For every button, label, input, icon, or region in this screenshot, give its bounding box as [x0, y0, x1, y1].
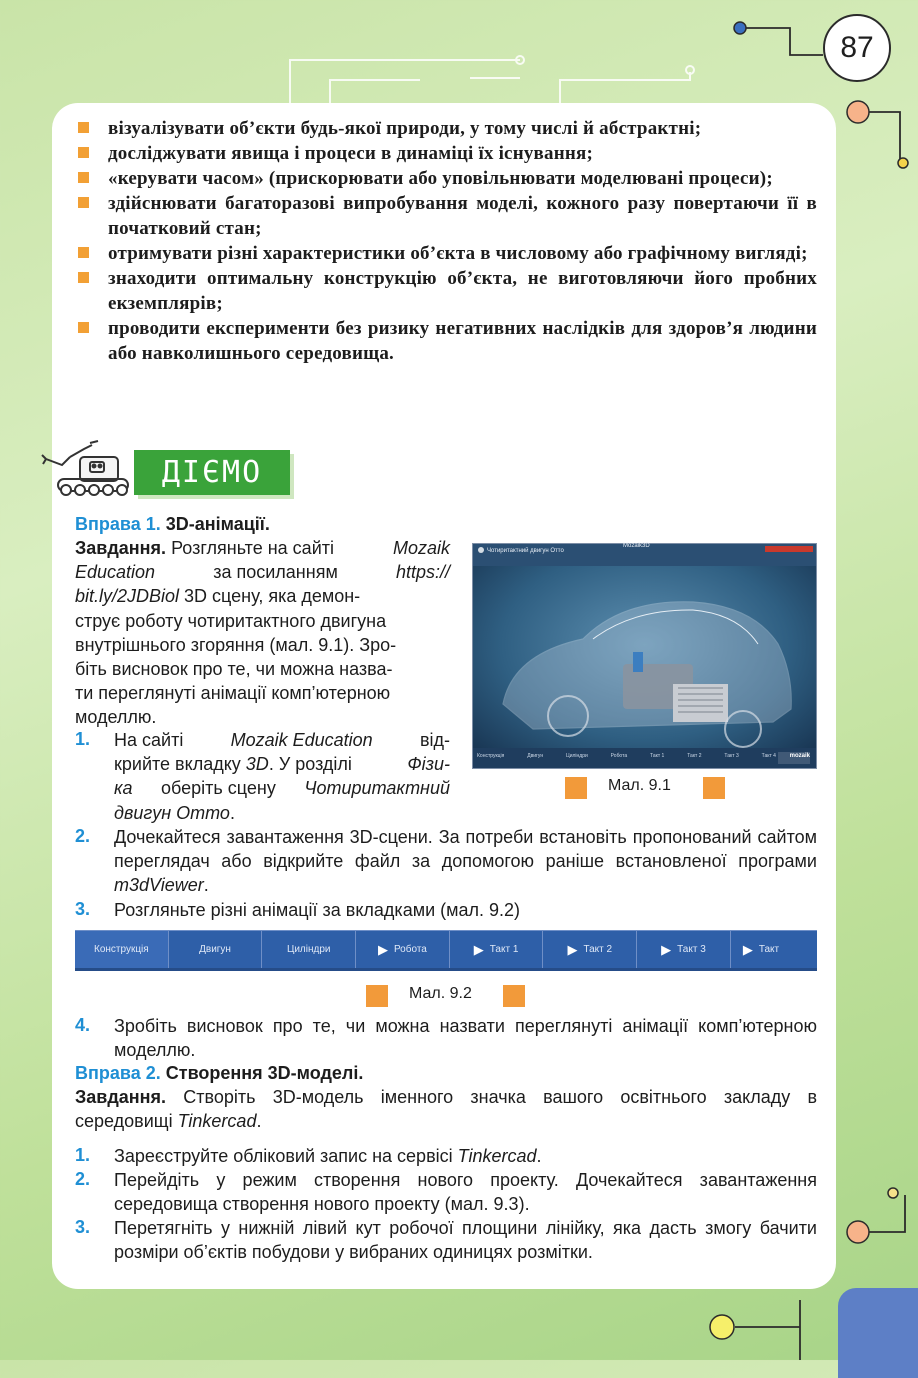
bullet-square-icon	[78, 197, 89, 208]
play-icon: ▶	[473, 941, 484, 957]
play-icon: ▶	[377, 941, 388, 957]
list-item: проводити експерименти без ризику негативних наслідків для здоров’я людини або навколишнього середовища.	[75, 316, 817, 366]
tab-stroke-4[interactable]: ▶ Такт	[742, 941, 780, 957]
tab-operation[interactable]: ▶ Робота	[356, 931, 450, 968]
bullet-square-icon	[78, 322, 89, 333]
figure-9-1-viewer-screenshot	[472, 543, 817, 769]
list-item: отримувати різні характеристики об’єкта в числовому або графічному вигляді;	[75, 241, 817, 266]
exercise-1-step-2: Дочекайтеся завантаження 3D-сцени. За потреби встановіть пропонований сайтом переглядач або відкрийте файл за допомогою раніше встановленої програми m3dViewer.	[114, 827, 817, 896]
list-item: візуалізувати об’єкти будь-якої природи, у тому числі й абстрактні;	[75, 116, 817, 141]
play-icon: ▶	[567, 941, 578, 957]
tab-stroke-3[interactable]: ▶ Такт 3	[637, 931, 731, 968]
list-item: здійснювати багаторазові випробування моделі, кожного разу повертаючи її в початковий стан;	[75, 191, 817, 241]
corner-tab	[838, 1288, 918, 1378]
exercise-1-task: Завдання. Розгляньте на сайті Mozaik Education за посиланням https:// bit.ly/2JDBiol 3D сцену, яка демон- струє роботу чотиритактного двигуна внутрішнього згоряння (мал. 9.1). Зро- біть висновок про те, чи можна назва- ти переглянуті анімації комп’ютерною моделлю.	[75, 538, 450, 728]
mozaik-logo: mozaik	[789, 753, 810, 759]
engine-car-3d-illustration	[473, 544, 816, 768]
viewer-bottom-tabs: Конструкція Двигун Циліндри Робота Такт 1 Такт 2 Такт 3 Такт 4	[477, 753, 776, 759]
figure-9-2-caption: Мал. 9.2	[409, 985, 472, 1002]
bullet-square-icon	[78, 272, 89, 283]
caption-marker	[503, 985, 525, 1007]
bullet-square-icon	[78, 147, 89, 158]
viewer-window-title: Чотиритактний двигун Отто	[487, 548, 564, 554]
exercise-1-step-4: Зробіть висновок про те, чи можна назвати переглянуті анімації комп’ютерною моделлю.	[114, 1016, 817, 1061]
exercise-1-step-1: На сайті Mozaik Education від- крийте вкладку 3D. У розділі Фізи- ка оберіть сцену Чотиритактний двигун Отто.	[114, 730, 450, 823]
step-number: 2.	[75, 826, 91, 846]
exercise-2-step-3: Перетягніть у нижній лівий кут робочої площини лінійку, яка дасть змогу бачити розміри об’єктів побудови у вибраних одиницях розмітки.	[114, 1218, 817, 1263]
exercise-2-heading: Вправа 2. Створення 3D-моделі.	[75, 1063, 364, 1083]
play-icon: ▶	[661, 941, 672, 957]
caption-marker	[703, 777, 725, 799]
bullet-square-icon	[78, 122, 89, 133]
step-number: 4.	[75, 1015, 91, 1035]
bullet-square-icon	[78, 247, 89, 258]
exercise-1-step-3: Розгляньте різні анімації за вкладками (мал. 9.2)	[114, 900, 521, 920]
section-badge: ДІЄМО	[134, 450, 290, 495]
step-number: 2.	[75, 1169, 91, 1189]
bullet-square-icon	[78, 172, 89, 183]
tab-stroke-2[interactable]: ▶ Такт 2	[543, 931, 637, 968]
step-number: 3.	[75, 1217, 91, 1237]
list-item: знаходити оптимальну конструкцію об’єкта, не виготовляючи його пробних екземплярів;	[75, 266, 817, 316]
tab-engine[interactable]: Двигун	[169, 931, 263, 968]
figure-9-1-caption: Мал. 9.1	[608, 777, 671, 794]
list-item: досліджувати явища і процеси в динаміці їх існування;	[75, 141, 817, 166]
exercise-2-step-1: Зареєструйте обліковий запис на сервісі Tinkercad.	[114, 1146, 542, 1166]
capabilities-list	[75, 116, 817, 366]
step-number: 3.	[75, 899, 91, 919]
caption-marker	[366, 985, 388, 1007]
exercise-2-step-2: Перейдіть у режим створення нового проекту. Дочекайтеся завантаження середовища створення нового проекту (мал. 9.3).	[114, 1170, 817, 1215]
list-item: «керувати часом» (прискорювати або уповільнювати моделювані процеси);	[75, 166, 817, 191]
tab-stroke-1[interactable]: ▶ Такт 1	[450, 931, 544, 968]
play-icon: ▶	[742, 941, 753, 957]
robot-icon	[40, 437, 132, 499]
tab-cylinders[interactable]: Циліндри	[262, 931, 356, 968]
page-number: 87	[823, 14, 891, 82]
viewer-app-name: Mozaik3D	[623, 543, 650, 549]
exercise-2-task: Завдання. Створіть 3D-модель іменного значка вашого освітнього закладу в середовищі Tinkercad.	[75, 1087, 817, 1132]
step-number: 1.	[75, 729, 91, 749]
tab-construction[interactable]: Конструкція	[75, 931, 169, 968]
figure-9-2-animation-tabs	[75, 930, 817, 971]
caption-marker	[565, 777, 587, 799]
exercise-1-heading: Вправа 1. 3D-анімації.	[75, 514, 270, 534]
step-number: 1.	[75, 1145, 91, 1165]
